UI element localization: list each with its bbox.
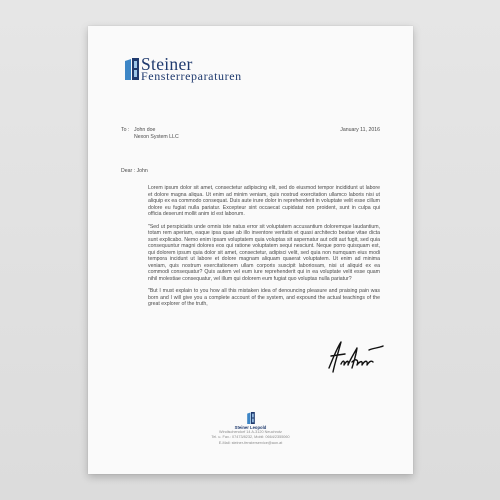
window-logo-icon [247,412,255,424]
recipient-block [121,127,179,140]
to-label: To : [121,127,130,133]
letter-date: January 11, 2016 [340,127,380,133]
footer-name: Steiner Leopold [234,425,267,430]
body-paragraph: "Sed ut perspiciatis unde omnis iste natus error sit voluptatem accusantium doloremque laudantium, totam rem aperiam, eaque ipsa quae ab illo inventore veritatis et quasi architecto beatae vitae dicta sunt explicabo. Nemo enim ipsam voluptatem quia voluptas sit aspernatur aut odit aut fugit, sed quia consequuntur magni dolores eos qui ratione voluptatem sequi nesciunt. Neque porro quisquam est, qui dolorem ipsum quia dolor sit amet, consectetur, adipisci velit, sed quia non numquam eius modi tempora incidunt ut labore et dolore magnam aliquam quaerat voluptatem. Ut enim ad minima veniam, quis nostrum exercitationem ullam corporis suscipit laboriosam, nisi ut aliquid ex ea commodi consequatur? Quis autem vel eum iure reprehenderit qui in ea voluptate velit esse quam nihil molestiae consequatur, vel illum qui dolorem eum fugiat quo voluptas nulla pariatur? [148,223,380,282]
recipient-company: Nexon System LLC [134,133,179,140]
letterhead-page [88,26,413,474]
letter-body [148,185,380,314]
recipient-name: John doe [134,127,156,133]
company-name: Steiner [141,54,193,74]
window-logo-icon [125,58,139,80]
body-paragraph: "But I must explain to you how all this mistaken idea of denouncing pleasure and praising pain was born and I will give you a complete account of the system, and expound the actual teachings of the great explorer of the truth, [148,288,380,307]
company-logo [125,54,295,83]
footer-address: Windischendorf 14 A-3120 Neuchrotz [219,430,282,435]
body-paragraph: Lorem ipsum dolor sit amet, consectetur adipiscing elit, sed do eiusmod tempor incididunt ut labore et dolore magna aliqua. Ut enim ad minim veniam, quis nostrud exercitation ullamco laboris nisi ut aliquip ex ea commodo consequat. Duis aute irure dolor in reprehenderit in voluptate velit esse cillum dolore eu fugiat nulla pariatur. Excepteur sint occaecat cupidatat non proident, sunt in culpa qui officia deserunt mollit anim id est laborum. [148,185,380,217]
company-subtitle: Fensterreparaturen [141,69,242,83]
letter-footer [88,412,413,446]
footer-phone: Tel. u. Fax.: 07473/8232, Mobil: 0664/2355060 [211,435,290,440]
salutation: Dear : John [121,168,148,174]
handwritten-signature [325,338,387,376]
footer-email: E-Mail: steiner-fensterservice@aon.at [218,440,283,445]
